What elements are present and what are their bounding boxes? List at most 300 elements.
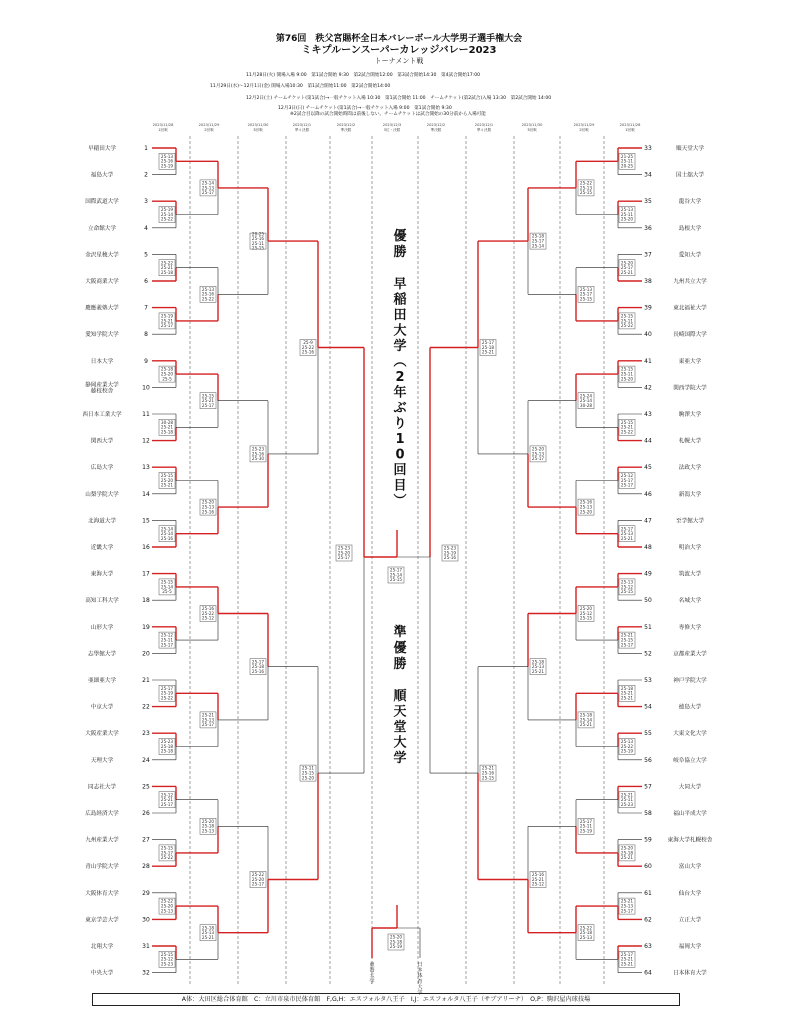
team-name-left: 大阪商業大学 xyxy=(85,279,119,285)
match-score: 25-18 xyxy=(251,664,265,670)
match-score: 25-17 xyxy=(251,659,265,665)
seed-number-right: 60 xyxy=(644,863,652,871)
team-name-right: 徳島大学 xyxy=(678,704,702,711)
runnerup-label: 優 xyxy=(393,641,407,656)
match-score: 25-21 xyxy=(620,961,634,967)
team-name-right: 福山平成大学 xyxy=(673,811,707,817)
match-score: 25-17 xyxy=(160,801,174,807)
third-place-team: 日 xyxy=(417,962,423,968)
champion-name: り xyxy=(393,416,407,432)
match-score: 25-17 xyxy=(620,951,634,957)
match-score: 25-14 xyxy=(531,243,545,249)
match-score: 25-21 xyxy=(620,695,634,701)
match-score: 25-16 xyxy=(201,291,215,297)
seed-number-left: 5 xyxy=(144,251,148,259)
match-score: 25-13 xyxy=(620,579,634,585)
team-name-left: 関西大学 xyxy=(90,438,114,445)
match-score: 25-23 xyxy=(251,446,265,452)
match-score: 25-15 xyxy=(620,637,634,643)
match-score: 25-21 xyxy=(531,876,545,882)
seed-number-left: 7 xyxy=(144,304,148,312)
team-name-right: 駒澤大学 xyxy=(678,412,702,418)
team-name-right: 東海大学札幌校舎 xyxy=(667,837,713,844)
seed-number-right: 61 xyxy=(644,889,652,897)
team-name-left: 西日本工業大学 xyxy=(82,412,122,418)
team-name-left: 国際武道大学 xyxy=(85,199,119,206)
match-score: 25-17 xyxy=(201,402,215,408)
match-score: 25-15 xyxy=(160,473,174,479)
seed-number-right: 59 xyxy=(644,836,652,844)
final-score: 25-15 xyxy=(389,577,403,583)
seed-number-left: 16 xyxy=(142,544,150,551)
match-score: 25-14 xyxy=(579,398,593,404)
match-score: 25-22 xyxy=(160,216,174,222)
seed-number-right: 53 xyxy=(644,677,652,684)
seed-number-left: 13 xyxy=(142,464,150,472)
match-score: 25-18 xyxy=(160,429,174,435)
match-score: 25-17 xyxy=(620,265,634,271)
round-date: 2023/11/29 xyxy=(573,123,595,127)
match-score: 25-16 xyxy=(579,499,593,505)
round-label: 1回戦 xyxy=(625,128,635,132)
semifinal-score: 25-19 xyxy=(443,550,457,556)
match-score: 25-21 xyxy=(620,792,634,798)
team-name-left: 愛知学院大学 xyxy=(85,332,119,339)
page-subtitle-tournament: トーナメント戦 xyxy=(374,57,424,65)
third-place-team: 大 xyxy=(369,973,375,980)
match-score: 25-11 xyxy=(160,637,174,643)
match-score: 25-20 xyxy=(160,477,174,483)
seed-number-left: 6 xyxy=(144,278,148,285)
match-score: 25-13 xyxy=(160,908,174,914)
match-score: 25-16 xyxy=(251,236,265,242)
match-score: 25-17 xyxy=(160,642,174,648)
seed-number-right: 57 xyxy=(644,783,652,791)
round-date: 2023/12/2 xyxy=(426,123,446,127)
team-name-left: 広島大学 xyxy=(90,465,114,472)
match-score: 25-22 xyxy=(160,898,174,904)
match-score: 25-18 xyxy=(620,685,634,691)
match-score: 25-21 xyxy=(620,269,634,275)
team-name-right: 島根大学 xyxy=(678,225,702,232)
match-score: 25-18 xyxy=(160,269,174,275)
match-score: 25-16 xyxy=(531,872,545,878)
match-score: 25-16 xyxy=(160,158,174,164)
semifinal-score: 25-20 xyxy=(337,550,351,556)
seed-number-right: 35 xyxy=(644,198,652,206)
seed-number-left: 4 xyxy=(144,224,148,232)
match-score: 25-20 xyxy=(620,376,634,382)
seed-number-right: 63 xyxy=(644,943,652,950)
page-title: 第76回 秩父宮賜杯全日本バレーボール大学男子選手権大会 xyxy=(275,34,523,44)
match-score: 25-21 xyxy=(201,398,215,404)
match-score: 25-21 xyxy=(579,722,593,728)
match-score: 25-20 xyxy=(301,775,315,781)
third-place-team: 学 xyxy=(417,990,423,996)
seed-number-right: 47 xyxy=(644,517,652,525)
match-score: 25-17 xyxy=(620,642,634,648)
champion-label: 優 xyxy=(393,229,407,244)
page-subtitle: ミキプルーンスーパーカレッジバレー2023 xyxy=(301,45,497,56)
team-name-right: 大同大学 xyxy=(678,784,702,791)
match-score: 25-30 xyxy=(251,456,265,462)
team-name-left: 九州産業大学 xyxy=(85,837,119,844)
champion-name: 回 xyxy=(393,463,407,478)
match-score: 25-21 xyxy=(620,535,634,541)
match-score: 25-14 xyxy=(160,531,174,537)
match-score: 25-20 xyxy=(160,903,174,909)
match-score: 25-21 xyxy=(481,349,495,355)
champion-name: 2 xyxy=(395,370,405,385)
round-label: 準決勝 xyxy=(340,128,352,132)
match-score: 25-21 xyxy=(620,424,634,430)
champion-name: 0 xyxy=(395,447,405,463)
team-name-right: 明治大学 xyxy=(678,545,702,551)
match-score: 25-11 xyxy=(620,158,634,164)
match-score: 25-22 xyxy=(579,925,593,931)
seed-number-right: 42 xyxy=(644,384,652,392)
team-name-right: 富山大学 xyxy=(678,864,702,871)
match-score: 25-20 xyxy=(579,606,593,612)
team-name-right: 京都産業大学 xyxy=(673,651,707,658)
match-score: 25-12 xyxy=(160,792,174,798)
team-name-right: 大東文化大学 xyxy=(673,731,707,738)
seed-number-left: 29 xyxy=(142,889,150,897)
round-date: 2023/11/30 xyxy=(521,123,543,127)
seed-number-left: 31 xyxy=(142,943,150,950)
match-score: 20-25 xyxy=(620,163,634,169)
round-label: 3回戦 xyxy=(253,128,263,132)
seed-number-left: 10 xyxy=(142,384,150,392)
champion-name: ぶ xyxy=(393,401,407,416)
match-score: 30-28 xyxy=(579,402,593,408)
seed-number-right: 54 xyxy=(644,703,652,711)
round-date: 2023/11/30 xyxy=(247,123,269,127)
champion-name: 大 xyxy=(393,323,407,339)
schedule-line: 12月3日(日) チームチケット(第1試合)→一般チケット入場 9:00 第1試合開始 9:30 xyxy=(278,106,452,111)
match-score: 25-18 xyxy=(160,743,174,749)
match-score: 25-20 xyxy=(201,499,215,505)
team-name-right: 名城大学 xyxy=(678,598,702,605)
round-date: 2023/11/29 xyxy=(198,123,220,127)
schedule-line: 11月28日(火) 開場入場 9:00 第1試合開始 9:30 第2試合開始12:00 第3試合開始14:30 第4試合開始17:00 xyxy=(246,73,481,78)
match-score: 25-21 xyxy=(620,690,634,696)
match-score: 25-17 xyxy=(201,722,215,728)
match-score: 25-18 xyxy=(160,748,174,754)
team-name-left: 近畿大学 xyxy=(90,545,114,551)
team-name-left: 天理大学 xyxy=(90,757,114,764)
seed-number-right: 64 xyxy=(644,969,652,977)
match-score: 25-14 xyxy=(160,584,174,590)
match-score: 25-22 xyxy=(620,323,634,329)
match-score: 25-15 xyxy=(481,775,495,781)
team-name-left: 中京大学 xyxy=(90,704,114,711)
round-label: 準決勝 xyxy=(430,128,442,132)
match-score: 25-11 xyxy=(301,765,315,771)
match-score: 25-11 xyxy=(620,371,634,377)
match-score: 25-13 xyxy=(579,504,593,510)
match-score: 25-24 xyxy=(579,393,593,399)
match-score: 25-22 xyxy=(579,180,593,186)
team-name-right: 法政大学 xyxy=(678,465,702,472)
match-score: 25-20 xyxy=(620,260,634,266)
third-place-team: 学 xyxy=(369,978,375,985)
match-score: 25-9 xyxy=(303,340,313,346)
match-score: 25-15 xyxy=(579,190,593,196)
match-score: 25-16 xyxy=(160,535,174,541)
match-score: 25-11 xyxy=(620,211,634,217)
team-name-right: 立正大学 xyxy=(678,917,702,924)
match-score: 25-11 xyxy=(579,823,593,829)
match-score: 25-15 xyxy=(201,393,215,399)
team-name-right: 関西学院大学 xyxy=(673,385,707,392)
third-place-score: 25-18 xyxy=(389,939,403,945)
seed-number-left: 28 xyxy=(142,863,150,871)
match-score: 25-20 xyxy=(160,371,174,377)
team-name-left: 日本大学 xyxy=(90,358,114,365)
third-place-score: 25-20 xyxy=(389,934,403,940)
seed-number-right: 52 xyxy=(644,650,652,658)
match-score: 25-17 xyxy=(620,482,634,488)
match-score: 25-20 xyxy=(620,216,634,222)
seed-number-right: 62 xyxy=(644,916,652,924)
match-score: 25-13 xyxy=(201,185,215,191)
runnerup-name: 天 xyxy=(393,704,407,720)
seed-number-left: 12 xyxy=(142,437,150,445)
match-score: 25-17 xyxy=(160,685,174,691)
schedule-line: 12月2日(土) チームチケット(第1試合)→一般チケット入場 10:30 第1試合開始 11:00 チームチケット(第2試合)入場 13:30 第2試合開始 14:00 xyxy=(246,96,552,101)
team-name-left: 東京学芸大学 xyxy=(85,917,119,924)
team-name-left: 藤枝校舎 xyxy=(90,388,114,395)
team-name-right: 至学館大学 xyxy=(676,518,704,525)
round-date: 2023/11/28 xyxy=(619,123,641,127)
team-name-right: 仙台大学 xyxy=(678,890,702,897)
runnerup-name: 堂 xyxy=(393,720,407,735)
match-score: 25-12 xyxy=(620,473,634,479)
match-score: 25-12 xyxy=(620,584,634,590)
seed-number-left: 11 xyxy=(142,411,150,418)
third-place-team: 海 xyxy=(369,967,375,974)
round-label: 2回戦 xyxy=(579,128,589,132)
seed-number-left: 14 xyxy=(142,490,150,498)
match-score: 25-15 xyxy=(160,951,174,957)
match-score: 25-21 xyxy=(620,956,634,962)
match-score: 25-19 xyxy=(579,828,593,834)
match-score: 25-23 xyxy=(620,801,634,807)
seed-number-left: 9 xyxy=(144,357,148,365)
runnerup-name: 大 xyxy=(393,735,407,751)
team-name-left: 福島大学 xyxy=(90,172,114,179)
match-score: 25-17 xyxy=(579,818,593,824)
match-score: 25-18 xyxy=(531,233,545,239)
team-name-right: 神戸学院大学 xyxy=(673,678,707,684)
match-score: 25-16 xyxy=(481,770,495,776)
match-score: 25-17 xyxy=(481,340,495,346)
semifinal-score: 25-17 xyxy=(337,555,351,561)
match-score: 25-17 xyxy=(201,190,215,196)
team-name-right: 福岡大学 xyxy=(678,944,702,950)
match-score: 25-12 xyxy=(201,615,215,621)
match-score: 25-12 xyxy=(531,881,545,887)
semifinal-score: 25-16 xyxy=(443,555,457,561)
seed-number-right: 45 xyxy=(644,464,652,472)
team-name-left: 北海道大学 xyxy=(88,518,116,525)
match-score: 30-28 xyxy=(160,419,174,425)
match-score: 25-21 xyxy=(620,898,634,904)
round-date: 2023/11/28 xyxy=(152,123,174,127)
third-place-team: 東 xyxy=(369,962,375,968)
match-score: 25-18 xyxy=(160,366,174,372)
match-score: 25-21 xyxy=(160,482,174,488)
match-score: 25-14 xyxy=(160,526,174,532)
seed-number-right: 55 xyxy=(644,730,652,738)
match-score: 25-22 xyxy=(620,743,634,749)
team-name-right: 長崎国際大学 xyxy=(673,332,707,339)
runnerup-label: 勝 xyxy=(393,657,407,672)
third-place-team: 育 xyxy=(417,978,423,985)
match-score: 25-14 xyxy=(160,211,174,217)
runnerup-name: 学 xyxy=(393,751,407,766)
round-label: 準々決勝 xyxy=(294,128,310,132)
team-name-right: 札幌大学 xyxy=(678,438,702,445)
seed-number-right: 36 xyxy=(644,224,652,232)
team-name-left: 青山学院大学 xyxy=(85,864,119,871)
match-score: 25-17 xyxy=(531,456,545,462)
seed-number-right: 33 xyxy=(644,145,652,152)
team-name-left: 大阪産業大学 xyxy=(85,731,119,738)
match-score: 25-22 xyxy=(301,344,315,350)
champion-name: 目 xyxy=(393,478,407,494)
match-score: 25-21 xyxy=(160,265,174,271)
match-score: 25-21 xyxy=(201,934,215,940)
champion-name: 1 xyxy=(395,432,405,447)
match-score: 25-17 xyxy=(620,477,634,483)
match-score: 25-22 xyxy=(201,296,215,302)
match-score: 25-18 xyxy=(481,344,495,350)
match-score: 25-13 xyxy=(201,717,215,723)
match-score: 25-15 xyxy=(579,615,593,621)
seed-number-left: 25 xyxy=(142,783,150,791)
match-score: 25-20 xyxy=(251,876,265,882)
final-score: 25-14 xyxy=(389,572,403,578)
match-score: 25-15 xyxy=(620,589,634,595)
match-score: 25-16 xyxy=(301,349,315,355)
seed-number-left: 17 xyxy=(142,570,150,578)
round-label: 1回戦 xyxy=(158,128,168,132)
match-score: 25-13 xyxy=(201,286,215,292)
team-name-right: 岐阜協立大学 xyxy=(673,757,707,764)
match-score: 25-22 xyxy=(160,695,174,701)
runnerup-label: 準 xyxy=(393,625,407,640)
match-score: 20-25 xyxy=(251,231,265,237)
match-score: 25-21 xyxy=(201,712,215,718)
match-score: 25-23 xyxy=(160,961,174,967)
match-score: 25-13 xyxy=(160,153,174,159)
seed-number-right: 50 xyxy=(644,597,652,605)
team-name-left: 同志社大学 xyxy=(88,784,116,791)
seed-number-left: 26 xyxy=(142,810,150,817)
match-score: 25-18 xyxy=(579,930,593,936)
team-name-right: 九州共立大学 xyxy=(673,279,707,285)
seed-number-right: 41 xyxy=(644,357,652,365)
match-score: 25-20 xyxy=(201,818,215,824)
match-score: 25-16 xyxy=(251,451,265,457)
match-score: 25-13 xyxy=(531,451,545,457)
team-name-right: 愛知大学 xyxy=(678,252,702,259)
round-label: 3位・決勝 xyxy=(383,128,401,132)
team-name-right: 新潟大学 xyxy=(678,491,702,498)
match-score: 25-21 xyxy=(481,765,495,771)
round-label: 2回戦 xyxy=(204,128,214,132)
match-score: 25-12 xyxy=(579,610,593,616)
seed-number-left: 23 xyxy=(142,730,150,738)
team-name-left: 静岡産業大学 xyxy=(85,382,119,389)
team-name-right: 日本体育大学 xyxy=(673,970,707,977)
team-name-left: 慶應義塾大学 xyxy=(85,305,119,312)
champion-name: ︶ xyxy=(393,494,407,509)
seed-number-left: 15 xyxy=(142,517,150,525)
venue-footer: A体：大田区総合体育館 C：立川市泉市民体育館 F,G,H：エスフォルタ八王子 I,J：エスフォルタ八王子（サブアリーナ） O,P：駒沢屋内球技場 xyxy=(92,993,680,1006)
seed-number-left: 2 xyxy=(144,171,148,179)
champion-name: ︵ xyxy=(393,354,407,370)
seed-number-right: 39 xyxy=(644,304,652,312)
match-score: 25-12 xyxy=(160,632,174,638)
match-score: 25-21 xyxy=(620,855,634,861)
match-score: 25-13 xyxy=(579,185,593,191)
match-score: 25-11 xyxy=(251,240,265,246)
seed-number-left: 21 xyxy=(142,677,150,684)
seed-number-right: 44 xyxy=(644,437,652,445)
match-score: 25-11 xyxy=(620,797,634,803)
seed-number-right: 40 xyxy=(644,331,652,339)
match-score: 25-20 xyxy=(579,509,593,515)
seed-number-left: 18 xyxy=(142,597,150,605)
final-score: 25-17 xyxy=(389,567,403,573)
team-name-right: 筑波大学 xyxy=(678,571,702,578)
seed-number-left: 22 xyxy=(142,703,150,711)
match-score: 25-21 xyxy=(160,318,174,324)
match-score: 25-13 xyxy=(620,739,634,745)
team-name-left: 中央大学 xyxy=(90,970,114,977)
champion-name: 早 xyxy=(393,277,407,292)
seed-number-right: 58 xyxy=(644,810,652,817)
match-score: 25-17 xyxy=(531,238,545,244)
match-score: 25-16 xyxy=(251,668,265,674)
match-score: 25-15 xyxy=(251,245,265,251)
seed-number-left: 20 xyxy=(142,650,150,658)
match-score: 25-18 xyxy=(579,712,593,718)
match-score: 25-20 xyxy=(620,845,634,851)
match-score: 25-18 xyxy=(201,925,215,931)
match-score: 25-18 xyxy=(201,823,215,829)
team-name-left: 山梨学院大学 xyxy=(85,491,119,498)
match-score: 25-23 xyxy=(160,739,174,745)
match-score: 25-19 xyxy=(160,207,174,213)
seed-number-left: 3 xyxy=(144,198,148,206)
seed-number-right: 46 xyxy=(644,490,652,498)
seed-number-left: 1 xyxy=(144,145,148,152)
match-score: 25-15 xyxy=(579,296,593,302)
match-score: 25-17 xyxy=(160,850,174,856)
match-score: 25-20 xyxy=(531,446,545,452)
match-score: 21-25 xyxy=(620,153,634,159)
match-score: 25-22 xyxy=(251,872,265,878)
match-score: 25-15 xyxy=(620,419,634,425)
match-score: 25-21 xyxy=(620,632,634,638)
match-score: 25-17 xyxy=(579,291,593,297)
team-name-right: 東北福祉大学 xyxy=(673,305,707,312)
seed-number-left: 30 xyxy=(142,916,150,924)
